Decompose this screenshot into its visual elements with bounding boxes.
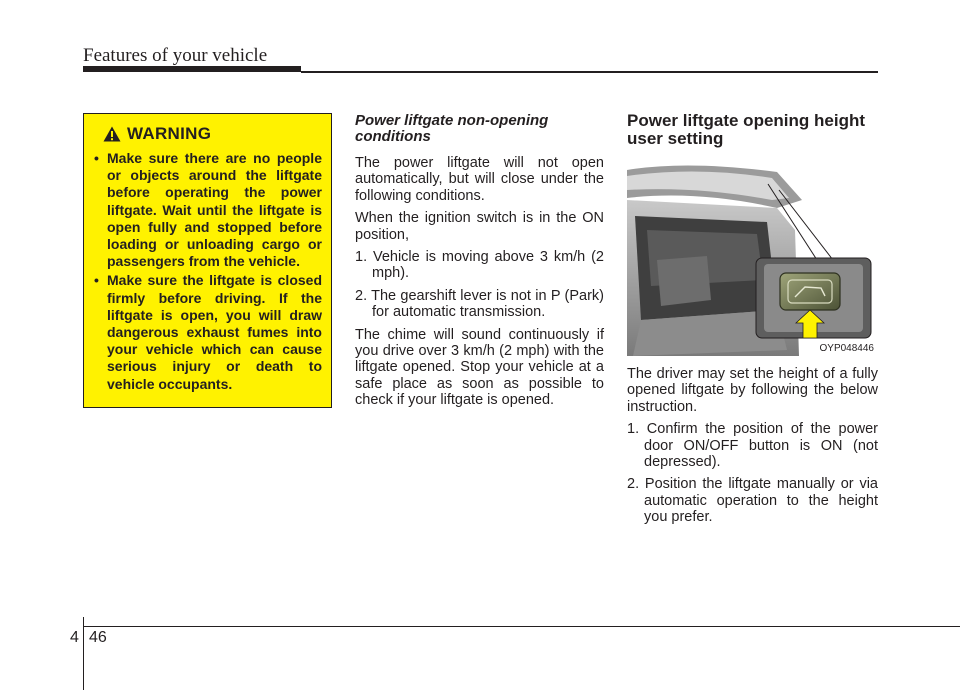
height-setting-heading: Power liftgate opening height user setting [627,111,865,148]
numbered-item: 1. Vehicle is moving above 3 km/h (2 mph). [355,249,604,282]
section-number: 4 [70,629,79,646]
warning-title: WARNING [127,124,212,143]
footer-horizontal-rule [83,626,960,627]
header-rule-thick [83,66,301,72]
numbered-item: 2. The gearshift lever is not in P (Park) for automatic transmission. [355,287,604,321]
header-title: Features of your vehicle [83,45,268,66]
numbered-item: 1. Confirm the position of the power door ON/OFF button is ON (not depressed). [627,421,878,471]
non-opening-heading: Power liftgate non-opening conditions [355,112,549,145]
warning-item-text: Make sure the liftgate is closed firmly before driving. If the liftgate is open, you will draw dangerous exhaust fumes into your vehicle which can cause serious injury or death to vehicle occupants. [107,272,322,392]
body-paragraph: When the ignition switch is in the ON position, [355,210,604,243]
warning-item [93,272,322,392]
liftgate-illustration [627,160,878,356]
bullet: • [94,272,99,289]
numbered-item: 2. Position the liftgate manually or via automatic operation to the height you prefer. [627,476,878,526]
warning-triangle-icon [103,126,121,142]
right-column [627,110,878,532]
warning-box [83,113,332,408]
bullet: • [94,150,99,166]
body-paragraph: The power liftgate will not open automatically, but will close under the following conditions. [355,155,604,204]
warning-item [93,150,322,270]
header-rule-thin [301,71,878,73]
body-paragraph: The driver may set the height of a fully opened liftgate by following the below instruction. [627,366,878,415]
footer-vertical-rule [83,617,84,690]
figure-code: OYP048446 [819,343,874,354]
page-number: 46 [89,629,107,646]
middle-column [355,110,604,415]
body-paragraph: The chime will sound continuously if you drive over 3 km/h (2 mph) with the liftgate opened. Stop your vehicle at a safe place as soon as possible to check if your liftgate is opened. [355,326,604,409]
liftgate-figure [627,160,878,356]
warning-header [103,124,322,144]
warning-item-text: Make sure there are no people or objects around the liftgate before operating the power liftgate. Wait until the liftgate is open fully and stopped before loading or unloading cargo or passengers from the vehicle. [107,150,322,270]
